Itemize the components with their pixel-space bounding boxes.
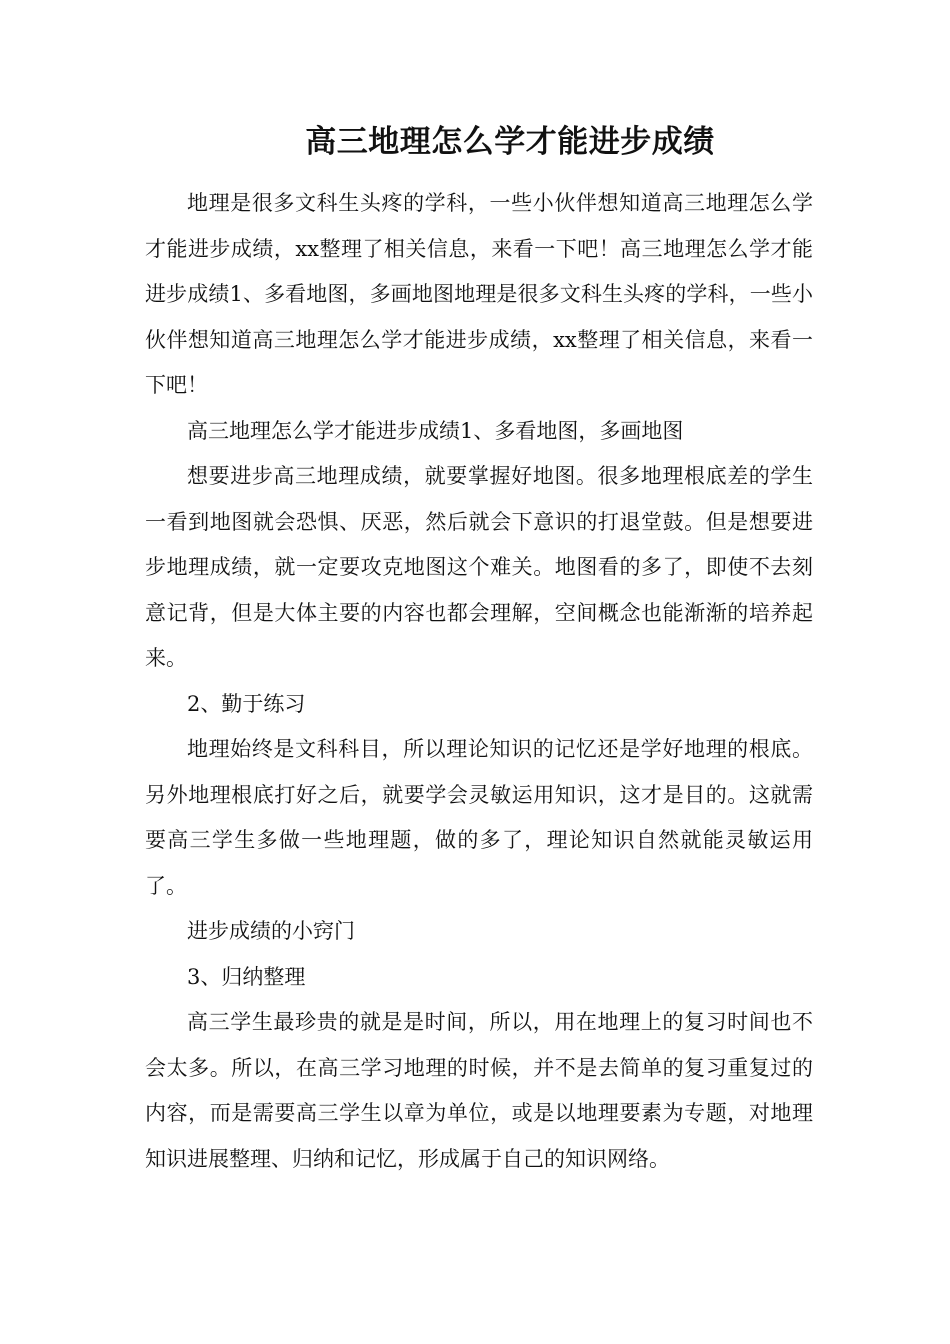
section-heading-3: 3、归纳整理: [187, 964, 306, 989]
section-heading-2: 2、勤于练习: [187, 691, 306, 716]
section-heading-1: 高三地理怎么学才能进步成绩1、多看地图，多画地图: [187, 418, 684, 443]
section-heading-tips: 进步成绩的小窍门: [187, 919, 355, 943]
paragraph-maps: 想要进步高三地理成绩，就要掌握好地图。很多地理根底差的学生一看到地图就会恐惧、厌恶，然后就会下意识的打退堂鼓。但是想要进步地理成绩，就一定要攻克地图这个难关。地图看的多了，即使不去刻意记背，但是大体主要的内容也都会理解，空间概念也能渐渐的培养起来。: [145, 464, 813, 670]
document-body: [145, 181, 813, 1182]
paragraph-practice: 地理始终是文科科目，所以理论知识的记忆还是学好地理的根底。另外地理根底打好之后，就要学会灵敏运用知识，这才是目的。这就需要高三学生多做一些地理题，做的多了，理论知识自然就能灵敏运用了。: [145, 737, 813, 898]
paragraph-summarize: 高三学生最珍贵的就是是时间，所以，用在地理上的复习时间也不会太多。所以，在高三学习地理的时候，并不是去简单的复习重复过的内容，而是需要高三学生以章为单位，或是以地理要素为专题，对地理知识进展整理、归纳和记忆，形成属于自己的知识网络。: [145, 1010, 813, 1171]
document-title: 高三地理怎么学才能进步成绩: [305, 124, 715, 160]
paragraph-intro: 地理是很多文科生头疼的学科，一些小伙伴想知道高三地理怎么学才能进步成绩，xx整理了相关信息，来看一下吧！高三地理怎么学才能进步成绩1、多看地图，多画地图地理是很多文科生头疼的学科，一些小伙伴想知道高三地理怎么学才能进步成绩，xx整理了相关信息，来看一下吧！: [145, 191, 813, 397]
